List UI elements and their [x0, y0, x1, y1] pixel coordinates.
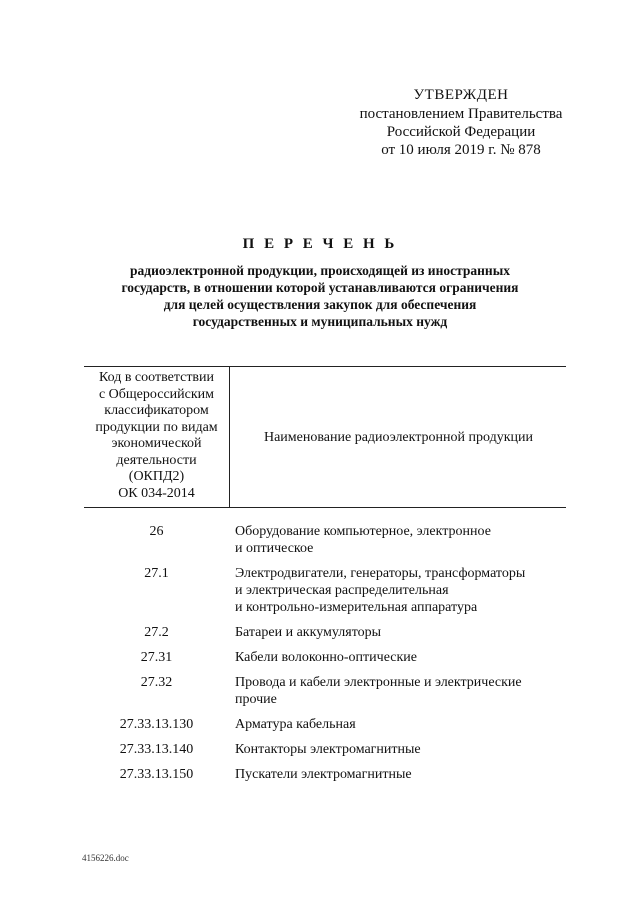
file-name-footer: 4156226.doc [82, 853, 129, 863]
row-code: 27.2 [144, 625, 169, 640]
table-row [84, 766, 566, 783]
table-header-rule [84, 507, 566, 508]
row-name [229, 565, 566, 616]
row-code: 26 [149, 524, 164, 539]
row-code: 27.33.13.140 [119, 742, 194, 757]
row-name [229, 523, 566, 557]
table-row [84, 716, 566, 733]
subtitle-line: государственных и муниципальных нужд [192, 314, 448, 329]
table-header-divider [229, 366, 230, 507]
row-code: 27.1 [144, 566, 169, 581]
row-name-line: и контрольно-измерительная аппаратура [235, 600, 478, 615]
row-code: 27.33.13.150 [119, 767, 194, 782]
row-name-line: Пускатели электромагнитные [235, 767, 412, 782]
subtitle-line: радиоэлектронной продукции, происходящей из иностранных [130, 263, 510, 278]
row-code: 27.33.13.130 [119, 717, 194, 732]
header-code-line: классификатором [104, 403, 209, 418]
row-name-line: и оптическое [235, 541, 314, 556]
row-name [229, 674, 566, 708]
table-header-code [84, 370, 229, 502]
row-name-line: Оборудование компьютерное, электронное [235, 524, 491, 539]
row-name-line: Провода и кабели электронные и электрические [235, 675, 522, 690]
header-code-line: ОК 034-2014 [118, 485, 195, 501]
approval-line: постановлением Правительства [359, 106, 563, 122]
approval-line: Российской Федерации [386, 124, 536, 140]
row-name [229, 741, 566, 758]
table-row [84, 674, 566, 708]
table-row [84, 649, 566, 666]
header-code-line: Код в соответствии [98, 370, 215, 385]
header-code-line: (ОКПД2) [128, 469, 185, 484]
row-name-line: Арматура кабельная [235, 717, 356, 732]
row-name [229, 624, 566, 641]
row-code: 27.32 [140, 675, 173, 690]
row-name-line: Кабели волоконно-оптические [235, 650, 417, 665]
subtitle-line: для целей осуществления закупок для обеспечения [163, 297, 477, 312]
table-header-name: Наименование радиоэлектронной продукции [263, 430, 534, 445]
row-code: 27.31 [140, 650, 173, 665]
table-row [84, 741, 566, 758]
row-name-line: и электрическая распределительная [235, 583, 449, 598]
approval-title: УТВЕРЖДЕН [413, 87, 509, 103]
table-row [84, 523, 566, 557]
row-name-line: прочие [235, 692, 277, 707]
row-name [229, 716, 566, 733]
header-code-line: деятельности [116, 452, 197, 468]
table-top-rule [84, 366, 566, 367]
row-name [229, 766, 566, 783]
table-row [84, 565, 566, 616]
subtitle-line: государств, в отношении которой устанавливаются ограничения [121, 280, 519, 295]
row-name-line: Батареи и аккумуляторы [235, 625, 382, 640]
header-code-line: с Общероссийским [98, 386, 215, 402]
header-code-line: продукции по видам [95, 419, 218, 435]
list-title: П Е Р Е Ч Е Н Ь [242, 236, 398, 252]
table-body [84, 523, 566, 791]
approval-line: от 10 июля 2019 г. № 878 [381, 142, 541, 158]
row-name-line: Контакторы электромагнитные [235, 742, 421, 757]
table-row [84, 624, 566, 641]
approval-stamp [350, 86, 572, 159]
row-name-line: Электродвигатели, генераторы, трансформаторы [235, 566, 526, 581]
list-subtitle [90, 262, 550, 330]
header-code-line: экономической [111, 436, 202, 451]
row-name [229, 649, 566, 666]
